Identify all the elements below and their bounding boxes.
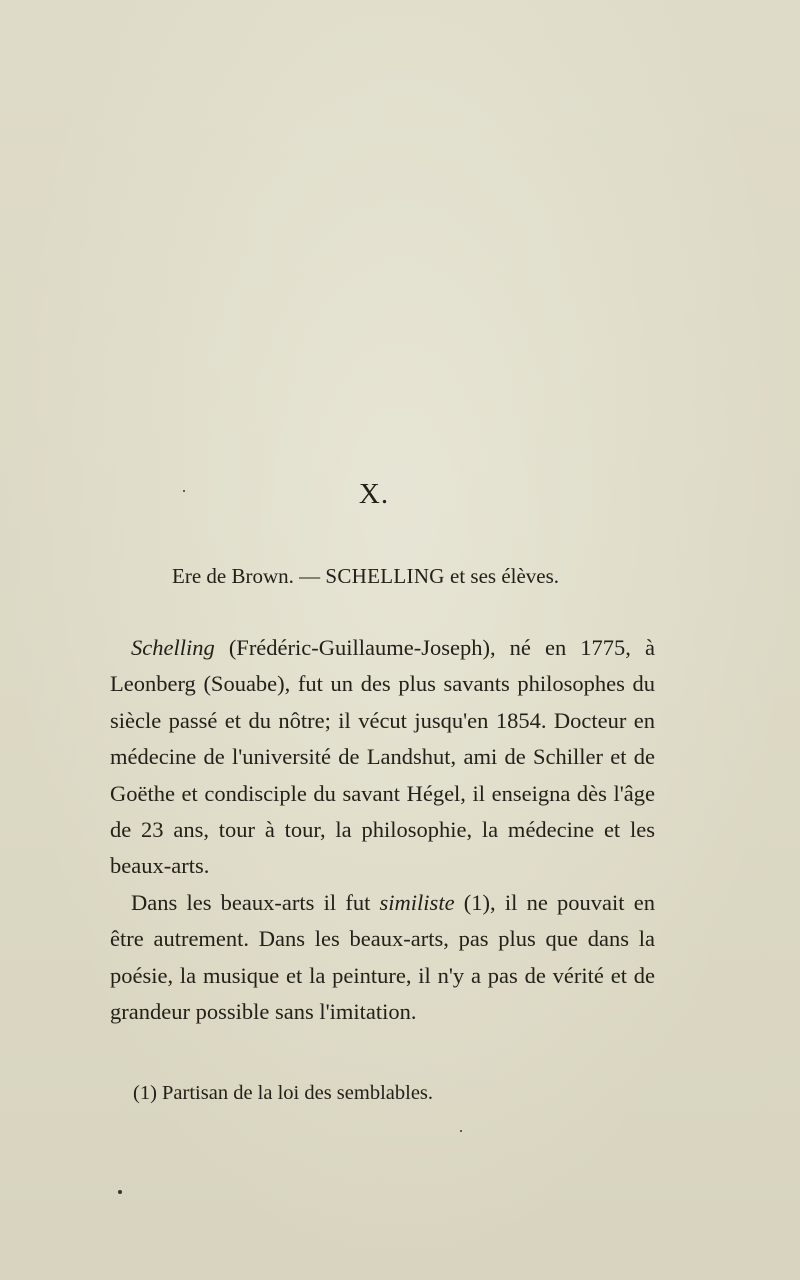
paper-speck: [118, 1190, 122, 1194]
paragraph-similiste-term: similiste: [379, 889, 455, 915]
paragraph-bio-text: (Frédéric-Guillaume-Joseph), né en 1775, à Leonberg (Souabe), fut un des plus savants philosophes du siècle passé et du nôtre; il vécut jusqu'en 1854. Docteur en médecine de l'université de Landshut, ami de Schiller et de Goëthe et condisciple du savant Hégel, il enseigna dès l'âge de 23 ans, tour à tour, la philosophie, la médecine et les beaux-arts.: [110, 635, 655, 879]
chapter-title: [172, 564, 559, 589]
paper-speck: [183, 490, 185, 492]
paragraph-beaux-arts: [110, 885, 655, 1031]
chapter-title-suffix: et ses élèves.: [444, 564, 560, 588]
footnote: (1) Partisan de la loi des semblables.: [133, 1082, 434, 1104]
paragraph-beaux-arts-end: (1), il ne pouvait en être autrement. Dans les beaux-arts, pas plus que dans la poésie, la musique et la peinture, il n'y a pas de vérité et de grandeur possible sans l'imitation.: [110, 889, 655, 1025]
paragraph-lead-name: Schelling: [131, 635, 215, 660]
chapter-title-prefix: Ere de Brown. —: [172, 564, 326, 588]
paragraph-schelling-bio: [110, 630, 655, 885]
paper-speck: [460, 1130, 462, 1132]
body-text: [110, 630, 655, 1030]
paragraph-beaux-arts-start: Dans les beaux-arts il fut: [131, 889, 380, 915]
chapter-title-name: SCHELLING: [325, 564, 445, 588]
chapter-number: X.: [358, 478, 390, 510]
